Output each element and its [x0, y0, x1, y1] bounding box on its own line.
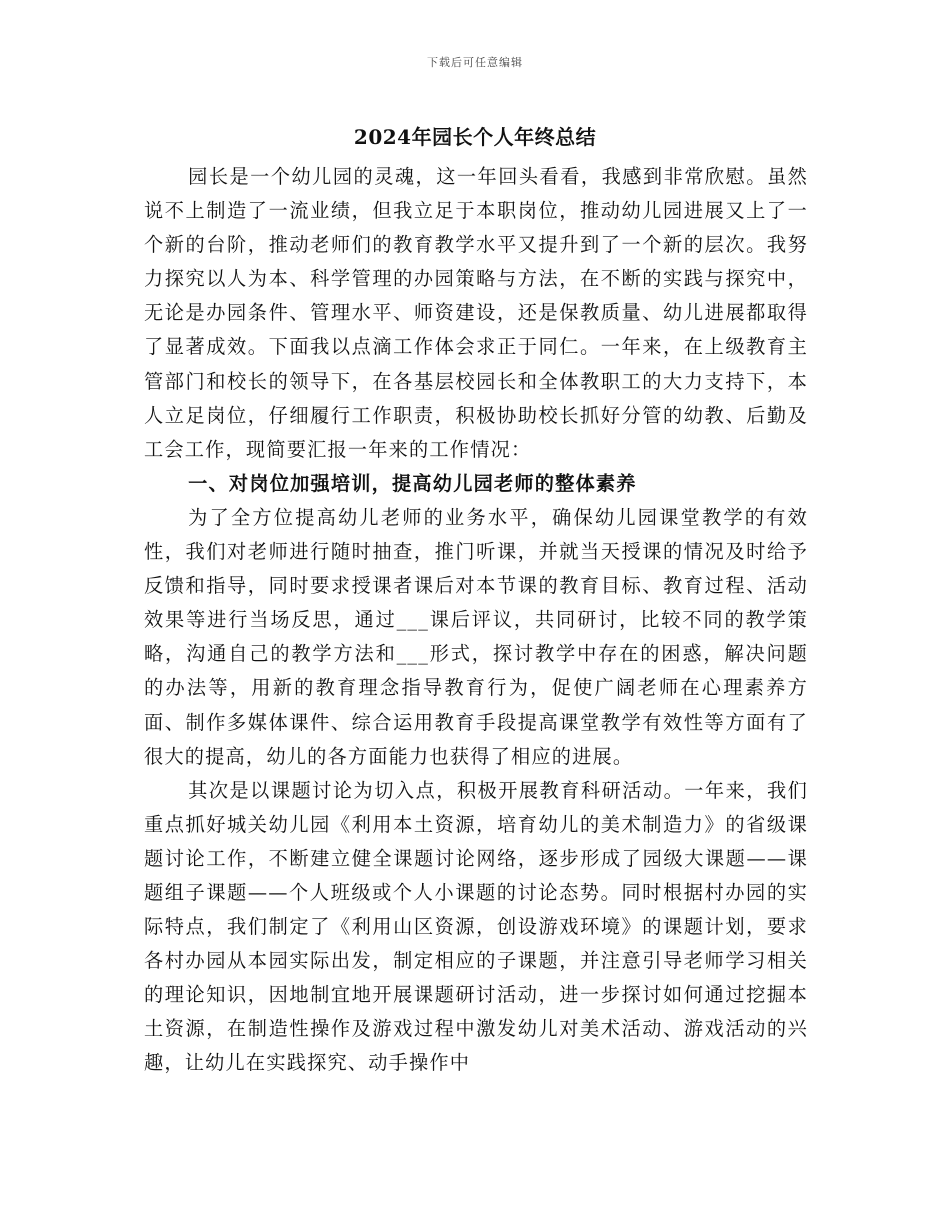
document-body	[144, 160, 808, 1081]
paragraph-intro: 园长是一个幼儿园的灵魂，这一年回头看看，我感到非常欣慰。虽然说不上制造了一流业绩，但我立足于本职岗位，推动幼儿园进展又上了一个新的台阶，推动老师们的教育教学水平又提升到了一个新的层次。我努力探究以人为本、科学管理的办园策略与方法，在不断的实践与探究中，无论是办园条件、管理水平、师资建设，还是保教质量、幼儿进展都取得了显著成效。下面我以点滴工作体会求正于同仁。一年来，在上级教育主管部门和校长的领导下，在各基层校园长和全体教职工的大力支持下，本人立足岗位，仔细履行工作职责，积极协助校长抓好分管的幼教、后勤及工会工作，现简要汇报一年来的工作情况：	[144, 165, 808, 461]
document-title: 2024年园长个人年终总结	[353, 125, 597, 149]
paragraph-research: 其次是以课题讨论为切入点，积极开展教育科研活动。一年来，我们重点抓好城关幼儿园《利用本土资源，培育幼儿的美术制造力》的省级课题讨论工作，不断建立健全课题讨论网络，逐步形成了园级大课题——课题组子课题——个人班级或个人小课题的讨论态势。同时根据村办园的实际特点，我们制定了《利用山区资源，创设游戏环境》的课题计划，要求各村办园从本园实际出发，制定相应的子课题，并注意引导老师学习相关的理论知识，因地制宜地开展课题研讨活动，进一步探讨如何通过挖掘本土资源，在制造性操作及游戏过程中激发幼儿对美术活动、游戏活动的兴趣，让幼儿在实践探究、动手操作中	[144, 778, 808, 1075]
paragraph-training: 为了全方位提高幼儿老师的业务水平，确保幼儿园课堂教学的有效性，我们对老师进行随时抽查，推门听课，并就当天授课的情况及时给予反馈和指导，同时要求授课者课后对本节课的教育目标、教育过程、活动效果等进行当场反思，通过___课后评议，共同研讨，比较不同的教学策略，沟通自己的教学方法和___形式，探讨教学中存在的困惑，解决问题的办法等，用新的教育理念指导教育行为，促使广阔老师在心理素养方面、制作多媒体课件、综合运用教育手段提高课堂教学有效性等方面有了很大的提高，幼儿的各方面能力也获得了相应的进展。	[144, 505, 808, 768]
header-note: 下载后可任意编辑	[427, 56, 523, 69]
section-heading: 一、对岗位加强培训，提高幼儿园老师的整体素养	[188, 471, 637, 495]
